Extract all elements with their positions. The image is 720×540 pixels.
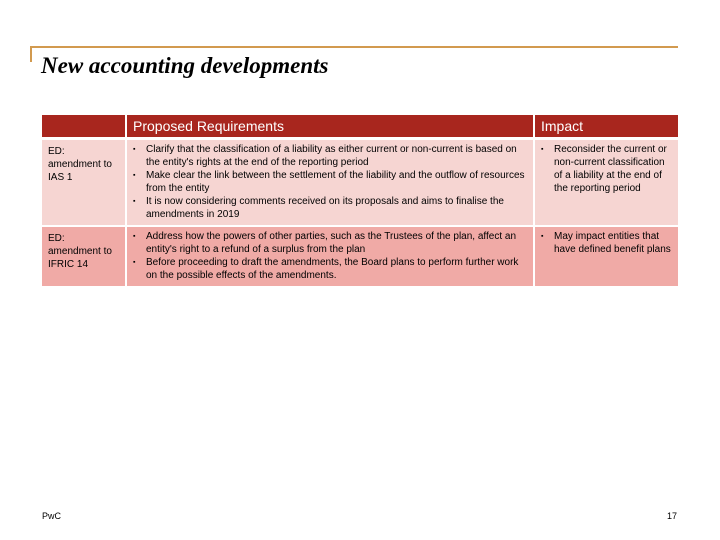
list-item: ▪ Address how the powers of other parties, such as the Trustees of the plan, affect an entity's right to a refund of a surplus from the plan	[127, 230, 529, 256]
list-item: ▪ May impact entities that have defined benefit plans	[535, 230, 674, 256]
title-rule-tick	[30, 46, 32, 62]
list-item: ▪ Reconsider the current or non-current classification of a liability at the end of the reporting period	[535, 143, 674, 195]
header-blank	[42, 115, 125, 137]
list-item: ▪ It is now considering comments received on its proposals and aims to finalise the amendments in 2019	[127, 195, 529, 221]
list-item: ▪ Before proceeding to draft the amendments, the Board plans to perform further work on the possible effects of the amendments.	[127, 256, 529, 282]
impact-cell	[535, 227, 678, 286]
list-item: ▪ Clarify that the classification of a liability as either current or non-current is based on the entity's rights at the end of the reporting period	[127, 143, 529, 169]
page-number: 17	[667, 511, 678, 521]
footer-brand: PwC	[42, 511, 62, 521]
title-rule	[30, 46, 678, 48]
list-item: ▪ Make clear the link between the settlement of the liability and the outflow of resources from the entity	[127, 169, 529, 195]
page-title: New accounting developments	[41, 53, 329, 78]
header-impact: Impact	[535, 115, 678, 137]
row-label: ED: amendment to IFRIC 14	[42, 227, 125, 286]
row-label: ED: amendment to IAS 1	[42, 140, 125, 225]
requirements-cell	[127, 227, 533, 286]
header-proposed-requirements: Proposed Requirements	[127, 115, 533, 137]
requirements-cell	[127, 140, 533, 225]
impact-cell	[535, 140, 678, 225]
